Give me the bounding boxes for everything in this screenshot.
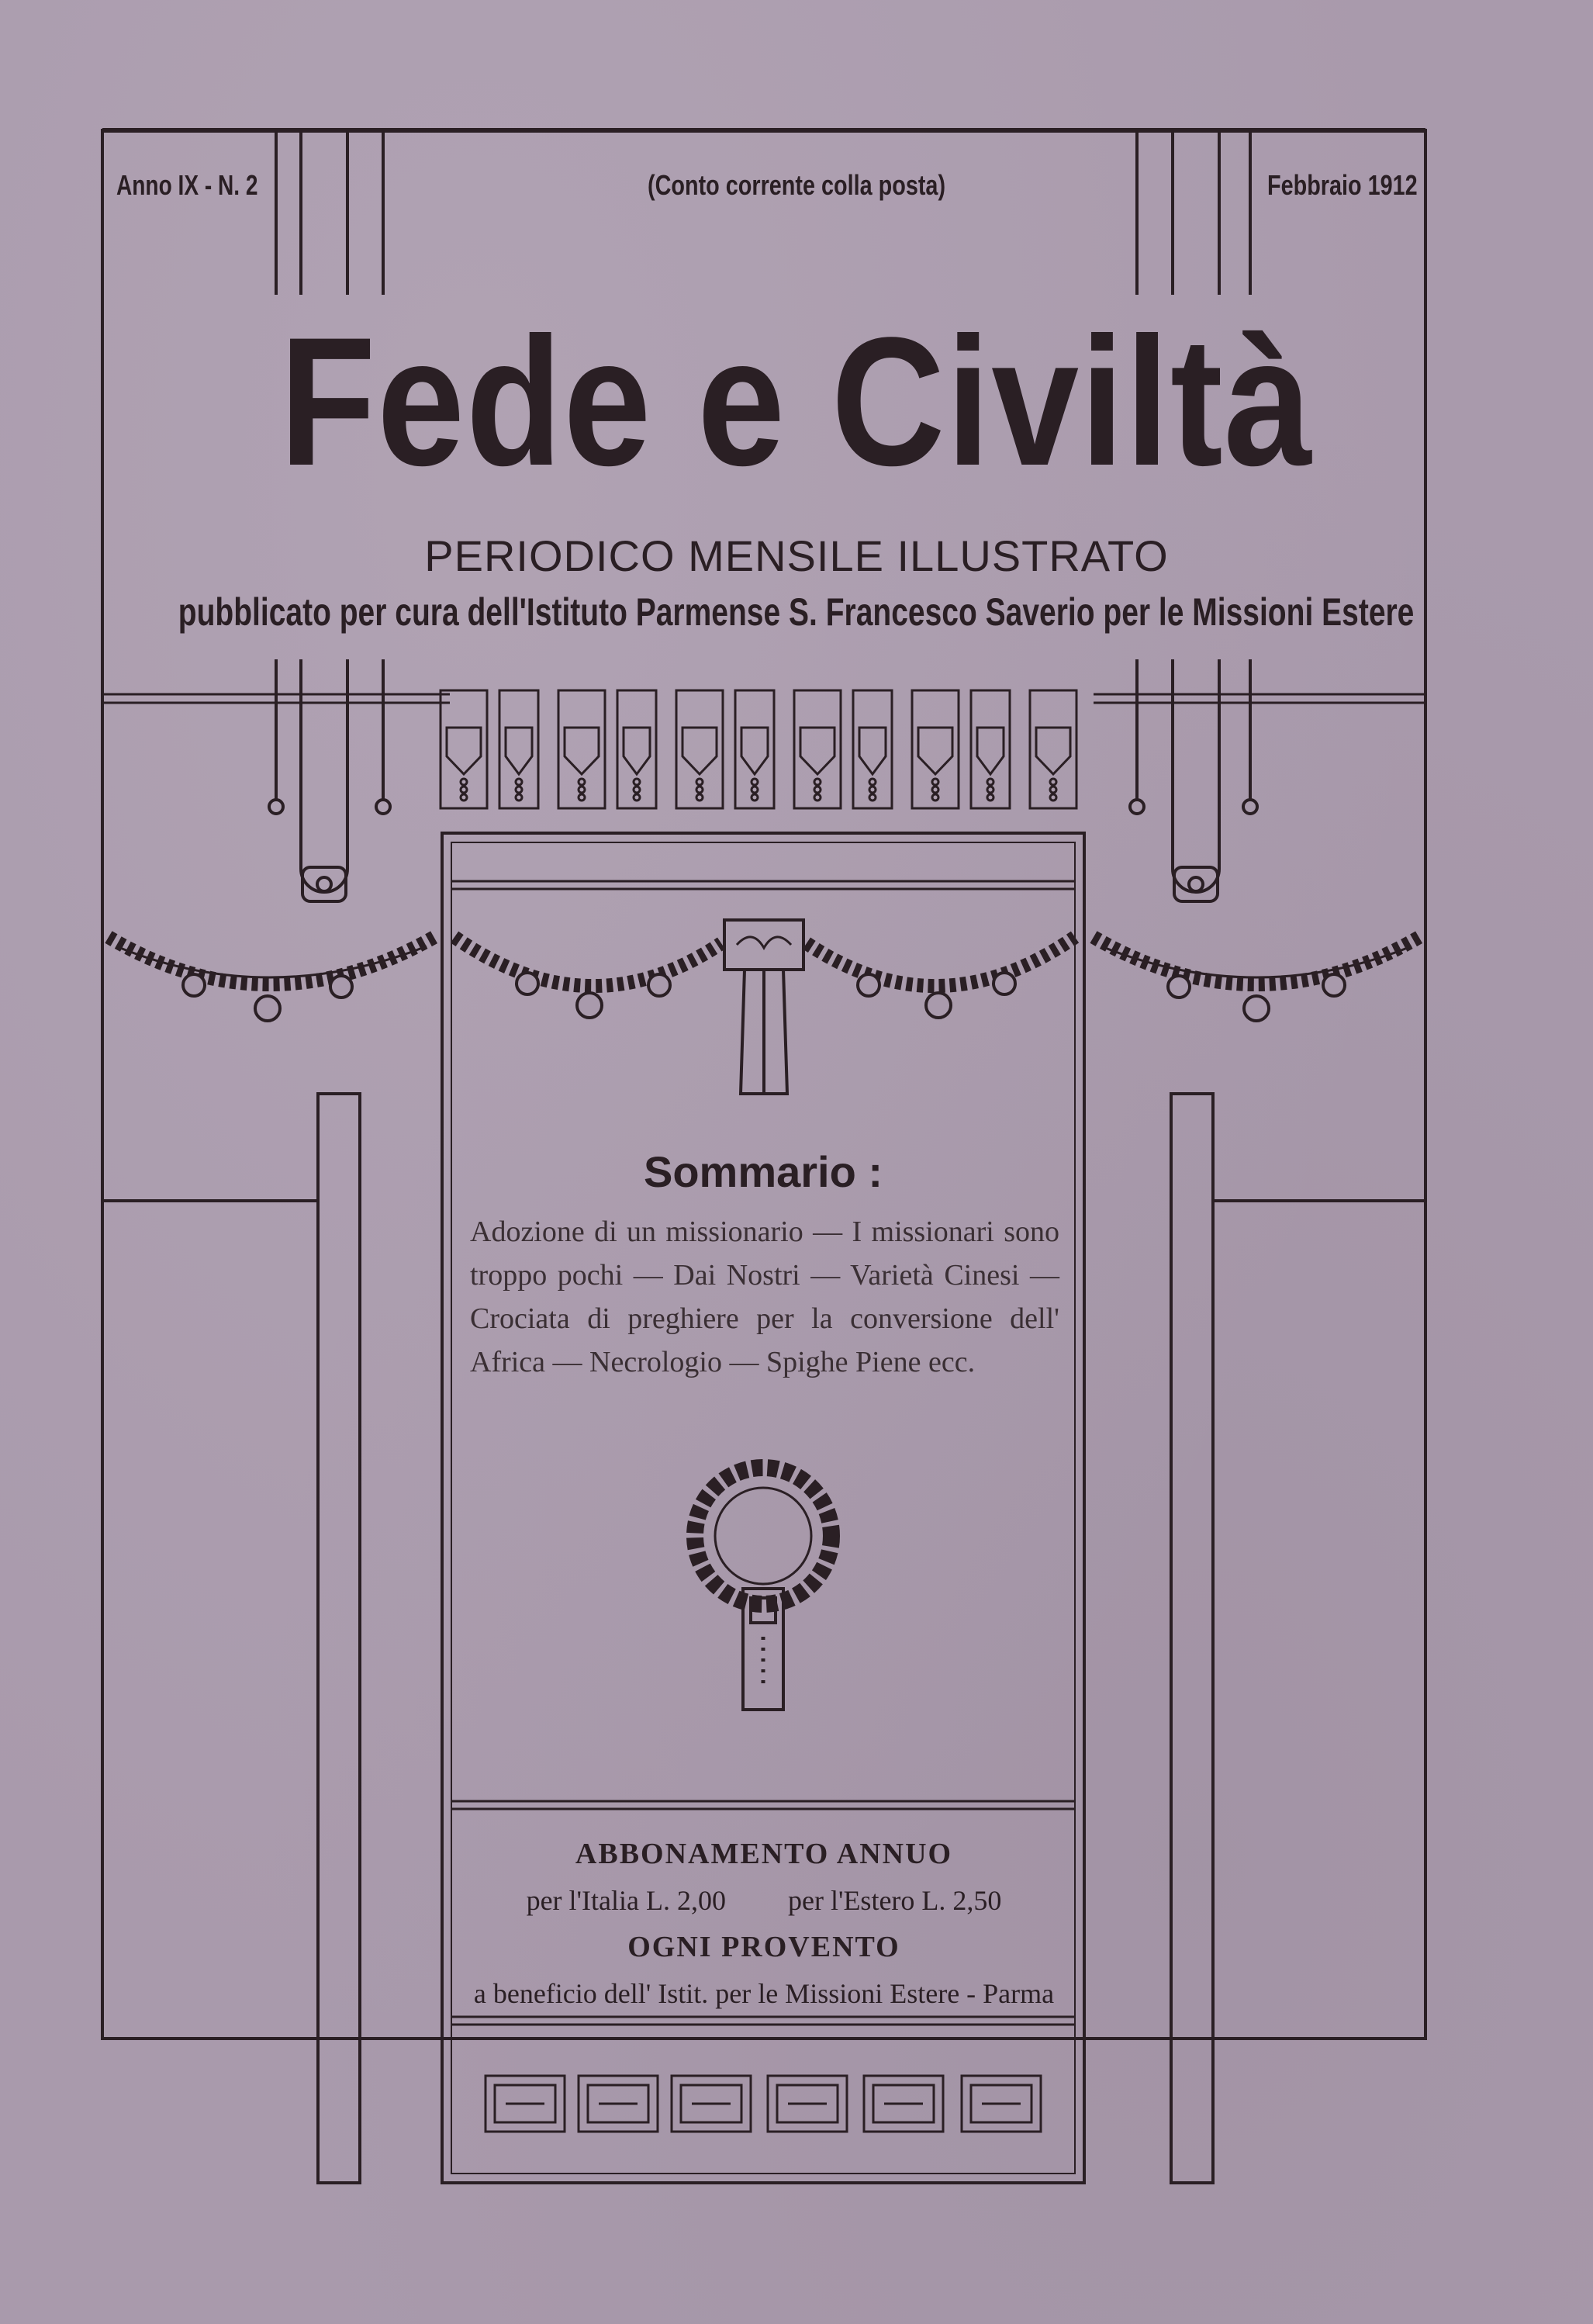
ornament-dot xyxy=(932,787,938,793)
postal-note-text: (Conto corrente colla posta) xyxy=(647,169,946,201)
ornament-shield xyxy=(565,728,599,774)
ornament-dot xyxy=(987,787,993,793)
ornament-dot xyxy=(932,779,938,785)
price-abroad: per l'Estero L. 2,50 xyxy=(787,1885,1002,1916)
ornament-dot xyxy=(579,794,585,801)
ornament-shield xyxy=(741,728,768,774)
ornament-dot xyxy=(696,794,703,801)
ornament-dot xyxy=(869,787,876,793)
ornament-shield xyxy=(506,728,532,774)
price-italy: per l'Italia L. 2,00 xyxy=(526,1885,726,1916)
ornament-shield xyxy=(1036,728,1070,774)
ornament-shield xyxy=(682,728,717,774)
ornament-dot xyxy=(461,787,467,793)
ornament-dot xyxy=(516,779,522,785)
summary-text: Adozione di un missionario — I missionari sono troppo pochi — Dai Nostri — Varietà Cinesi — Crociata di preghiere per la conversione dell' Africa — Necrologio — Spighe Piene ecc. xyxy=(470,1216,1059,1378)
ornament-dot xyxy=(461,779,467,785)
ornament-shield xyxy=(977,728,1004,774)
subtitle: PERIODICO MENSILE ILLUSTRATO xyxy=(424,531,1169,580)
ornament-dot xyxy=(814,779,821,785)
ornament-dot xyxy=(987,779,993,785)
ornament-shield xyxy=(624,728,650,774)
ornament-dot xyxy=(634,787,640,793)
ornament-shield xyxy=(447,728,481,774)
ornament-dot xyxy=(461,794,467,801)
ornament-dot xyxy=(696,779,703,785)
ornament-shield xyxy=(859,728,886,774)
publisher-text: pubblicato per cura dell'Istituto Parmense S. Francesco Saverio per le Missioni Estere xyxy=(178,590,1415,634)
issue-label: Anno IX - N. 2 xyxy=(116,169,258,201)
ornament-dot xyxy=(516,794,522,801)
price-row xyxy=(445,1877,1083,1924)
ornament-dot xyxy=(1050,779,1056,785)
ornament-dot xyxy=(634,779,640,785)
ornament-dot xyxy=(752,779,758,785)
proceeds-heading: OGNI PROVENTO xyxy=(627,1931,900,1963)
subscription-box xyxy=(445,1831,1083,2017)
ornament-dot xyxy=(634,794,640,801)
ornament-dot xyxy=(814,794,821,801)
ornament-dot xyxy=(579,779,585,785)
ornament-dot xyxy=(987,794,993,801)
ornament-dot xyxy=(932,794,938,801)
ornament-dot xyxy=(752,787,758,793)
ornament-dot xyxy=(869,794,876,801)
ornament-dot xyxy=(1050,794,1056,801)
publisher-line xyxy=(0,590,1593,635)
date-label: Febbraio 1912 xyxy=(1267,169,1418,201)
ornament-dot xyxy=(869,779,876,785)
ornament-dot xyxy=(579,787,585,793)
subscription-heading: ABBONAMENTO ANNUO xyxy=(575,1838,953,1870)
ornament-dot xyxy=(696,787,703,793)
summary-heading: Sommario : xyxy=(643,1147,883,1196)
ornament-dot xyxy=(752,794,758,801)
ornament-shield xyxy=(800,728,835,774)
masthead-title-text: Fede e Civiltà xyxy=(279,299,1314,504)
ornament-dot xyxy=(516,787,522,793)
masthead-title xyxy=(0,299,1593,504)
ornament-dot xyxy=(814,787,821,793)
beneficiary-text: a beneficio dell' Istit. per le Missioni Estere - Parma xyxy=(473,1978,1055,2009)
ornament-shield xyxy=(918,728,952,774)
ornament-dot xyxy=(1050,787,1056,793)
